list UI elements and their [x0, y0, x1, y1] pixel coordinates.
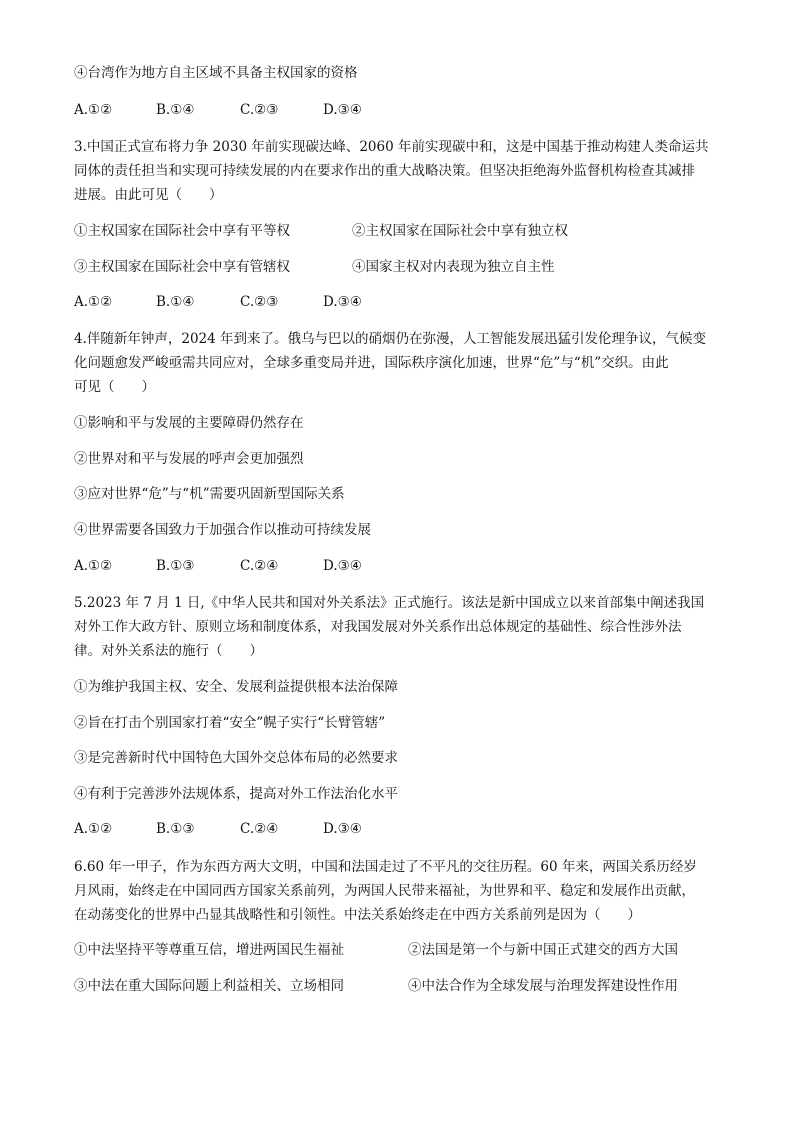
- q6-option-4: ④中法合作为全球发展与治理发挥建设性作用: [408, 978, 678, 994]
- q6-stem-line-1: 6.60 年一甲子，作为东西方两大文明，中国和法国走过了不平凡的交往历程。60 年来，两国关系历经岁: [74, 859, 697, 875]
- q3-stem: [74, 135, 724, 207]
- q5-option-4: ④有利于完善涉外法规体系，提高对外工作法治化水平: [74, 786, 398, 802]
- q5-stem: [74, 591, 724, 663]
- q5-option-2: ②旨在打击个别国家打着“安全”幌子实行“长臂管辖”: [74, 715, 386, 731]
- q3-answer-d: D.③④: [323, 294, 362, 310]
- q4-option-3: ③应对世界“危”与“机”需要巩固新型国际关系: [74, 486, 345, 502]
- q5-option-1: ①为维护我国主权、安全、发展利益提供根本法治保障: [74, 679, 398, 695]
- q3-option-2: ②主权国家在国际社会中享有独立权: [352, 223, 568, 239]
- q3-answer-b: B.①④: [156, 294, 195, 310]
- prev-answer-b: B.①④: [156, 102, 195, 118]
- q4-stem-line-3: 可见（ ）: [74, 379, 155, 395]
- q6-option-1: ①中法坚持平等尊重互信，增进两国民生福祉: [74, 942, 344, 958]
- q4-stem-line-2: 化问题愈发严峻亟需共同应对，全球多重变局并进，国际秩序演化加速，世界“危”与“机”交织。由此: [74, 355, 669, 371]
- q4-option-1: ①影响和平与发展的主要障碍仍然存在: [74, 415, 304, 431]
- q4-stem-line-1: 4.伴随新年钟声，2024 年到来了。俄乌与巴以的硝烟仍在弥漫，人工智能发展迅猛引发伦理争议，气候变: [74, 331, 707, 347]
- prev-answer-d: D.③④: [323, 102, 362, 118]
- q5-answer-c: C.②④: [240, 821, 279, 837]
- q4-stem: [74, 327, 724, 399]
- q6-option-3: ③中法在重大国际问题上利益相关、立场相同: [74, 978, 344, 994]
- q4-answer-b: B.①③: [156, 558, 195, 574]
- q4-answer-a: A.①②: [74, 558, 113, 574]
- q3-stem-line-3: 进展。由此可见（ ）: [74, 187, 223, 203]
- q6-option-2: ②法国是第一个与新中国正式建交的西方大国: [408, 942, 678, 958]
- q4-option-4: ④世界需要各国致力于加强合作以推动可持续发展: [74, 522, 371, 538]
- prev-answer-c: C.②③: [240, 102, 279, 118]
- q4-answer-c: C.②④: [240, 558, 279, 574]
- q5-stem-line-2: 对外工作大政方针、原则立场和制度体系，对我国发展对外关系作出总体规定的基础性、综合性涉外法: [74, 619, 682, 635]
- q4-option-2: ②世界对和平与发展的呼声会更加强烈: [74, 451, 304, 467]
- q3-option-1: ①主权国家在国际社会中享有平等权: [74, 223, 290, 239]
- q5-stem-line-3: 律。对外关系法的施行（ ）: [74, 643, 263, 659]
- q5-answer-a: A.①②: [74, 821, 113, 837]
- q3-answer-c: C.②③: [240, 294, 279, 310]
- q3-option-3: ③主权国家在国际社会中享有管辖权: [74, 259, 290, 275]
- q5-stem-line-1: 5.2023 年 7 月 1 日,《中华人民共和国对外关系法》正式施行。该法是新中国成立以来首部集中阐述我国: [74, 595, 705, 611]
- q4-answer-d: D.③④: [323, 558, 362, 574]
- prev-answer-a: A.①②: [74, 102, 113, 118]
- q5-option-3: ③是完善新时代中国特色大国外交总体布局的必然要求: [74, 750, 398, 766]
- q5-answer-d: D.③④: [323, 821, 362, 837]
- q6-stem-line-3: 在动荡变化的世界中凸显其战略性和引领性。中法关系始终走在中西方关系前列是因为（ ）: [74, 907, 641, 923]
- prev-question-option-4: ④台湾作为地方自主区域不具备主权国家的资格: [74, 65, 358, 81]
- q6-stem-line-2: 月风雨，始终走在中国同西方国家关系前列，为两国人民带来福祉，为世界和平、稳定和发展作出贡献，: [74, 883, 695, 899]
- q3-option-4: ④国家主权对内表现为独立自主性: [352, 259, 555, 275]
- q3-answer-a: A.①②: [74, 294, 113, 310]
- q5-answer-b: B.①③: [156, 821, 195, 837]
- q6-stem: [74, 855, 724, 927]
- q3-stem-line-1: 3.中国正式宣布将力争 2030 年前实现碳达峰、2060 年前实现碳中和，这是中国基于推动构建人类命运共: [74, 139, 709, 155]
- q3-stem-line-2: 同体的责任担当和实现可持续发展的内在要求作出的重大战略决策。但坚决拒绝海外监督机构检查其减排: [74, 163, 695, 179]
